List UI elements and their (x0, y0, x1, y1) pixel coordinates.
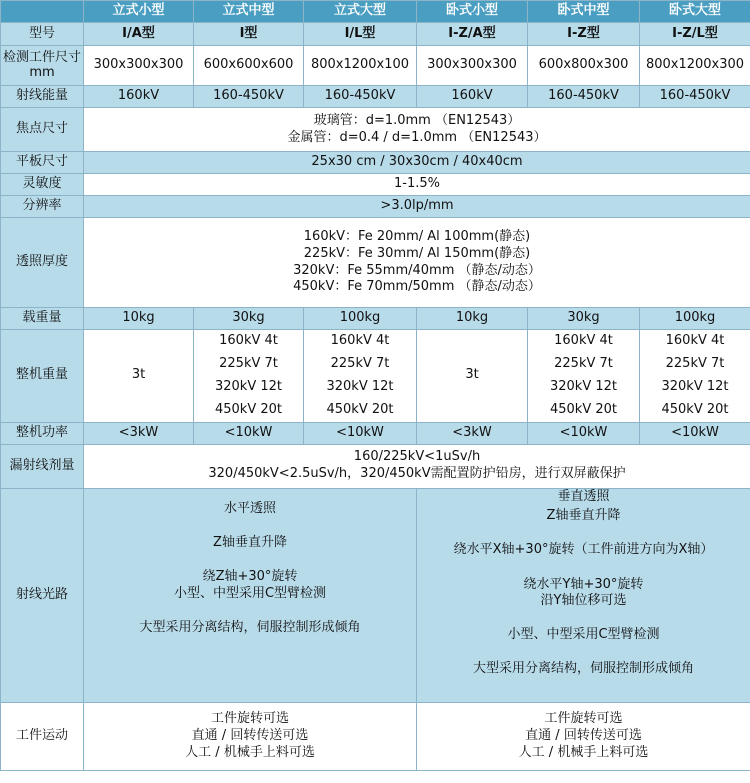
motion-line: 人工 / 机械手上料可选 (518, 744, 649, 760)
row-label: 整机重量 (1, 330, 84, 423)
weight-line: 450kV 20t (214, 401, 282, 417)
cell: 100kg (640, 308, 750, 330)
row-label: 载重量 (1, 308, 84, 330)
row-load (1, 308, 750, 330)
ray-path-line: 垂直透照 (557, 488, 610, 504)
motion-line: 直通 / 回转传送可选 (525, 727, 642, 743)
motion-right (417, 702, 750, 770)
leakage-line: 320/450kV<2.5uSv/h，320/450kV需配置防护铅房，进行双屏蔽保护 (208, 466, 626, 482)
motion-line: 直通 / 回转传送可选 (191, 727, 309, 743)
row-label: 灵敏度 (1, 174, 84, 196)
row-label: 型号 (1, 23, 84, 46)
focal-size-cell (84, 108, 750, 152)
weight-list-cell (194, 330, 304, 423)
cell: 300x300x300 (417, 46, 528, 86)
cell: 25x30 cm / 30x30cm / 40x40cm (84, 152, 750, 174)
weight-list-cell (304, 330, 417, 423)
row-focal-size (1, 108, 750, 152)
ray-path-line: 绕水平X轴+30°旋转（工件前进方向为X轴） (453, 542, 714, 558)
header-col-1: 立式小型 (84, 1, 194, 23)
cell: 160-450kV (528, 86, 640, 108)
header-col-2: 立式中型 (194, 1, 304, 23)
row-label: 透照厚度 (1, 218, 84, 308)
penetration-line: 160kV：Fe 20mm/ Al 100mm(静态) (303, 228, 531, 244)
weight-line: 320kV 12t (549, 378, 617, 394)
cell: 10kg (417, 308, 528, 330)
ray-path-right (417, 488, 750, 702)
penetration-line: 450kV：Fe 70mm/50mm （静态/动态） (293, 279, 541, 295)
leakage-cell (84, 444, 750, 488)
cell: 160-450kV (304, 86, 417, 108)
row-label: 漏射线剂量 (1, 444, 84, 488)
header-col-5: 卧式中型 (528, 1, 640, 23)
ray-path-line: Z轴垂直升降 (546, 508, 621, 523)
row-panel-size (1, 152, 750, 174)
cell: 160-450kV (194, 86, 304, 108)
weight-line: 225kV 7t (330, 355, 390, 371)
ray-path-line: 水平透照 (223, 500, 276, 516)
row-power (1, 422, 750, 444)
ray-path-line: 大型采用分离结构，伺服控制形成倾角 (472, 661, 694, 677)
weight-line: 450kV 20t (661, 401, 729, 417)
ray-path-left (84, 488, 417, 702)
leakage-line: 160/225kV<1uSv/h (353, 449, 481, 465)
cell: 3t (84, 330, 194, 423)
row-ray-energy (1, 86, 750, 108)
weight-line: 225kV 7t (665, 355, 725, 371)
cell: I-Z型 (528, 23, 640, 46)
row-workpiece-size (1, 46, 750, 86)
ray-path-line: 绕Z轴+30°旋转 (202, 569, 298, 585)
row-label: 射线能量 (1, 86, 84, 108)
cell: I型 (194, 23, 304, 46)
penetration-cell (84, 218, 750, 308)
header-corner (1, 1, 84, 23)
cell: <3kW (417, 422, 528, 444)
cell: I/A型 (84, 23, 194, 46)
cell: <3kW (84, 422, 194, 444)
ray-path-line: 小型、中型采用C型臂检测 (173, 585, 327, 601)
weight-line: 320kV 12t (326, 378, 394, 394)
row-penetration (1, 218, 750, 308)
motion-line: 人工 / 机械手上料可选 (185, 744, 315, 760)
cell: I/L型 (304, 23, 417, 46)
cell: 800x1200x300 (640, 46, 750, 86)
row-label: 射线光路 (1, 488, 84, 702)
row-sensitivity (1, 174, 750, 196)
motion-line: 工件旋转可选 (210, 710, 289, 726)
row-label: 检测工件尺寸mm (1, 46, 84, 86)
cell: <10kW (528, 422, 640, 444)
cell: 10kg (84, 308, 194, 330)
ray-path-line: 绕水平Y轴+30°旋转 (523, 576, 644, 592)
weight-line: 160kV 4t (330, 333, 390, 348)
weight-line: 160kV 4t (665, 333, 725, 348)
cell: 600x600x600 (194, 46, 304, 86)
focal-line: 金属管：d=0.4 / d=1.0mm （EN12543） (287, 129, 547, 145)
weight-line: 450kV 20t (326, 401, 394, 417)
cell: >3.0lp/mm (84, 196, 750, 218)
penetration-line: 320kV：Fe 55mm/40mm （静态/动态） (293, 262, 541, 278)
cell: 160kV (417, 86, 528, 108)
cell: I-Z/L型 (640, 23, 750, 46)
cell: 100kg (304, 308, 417, 330)
ray-path-line: Z轴垂直升降 (213, 535, 287, 550)
row-label: 工件运动 (1, 702, 84, 770)
row-label: 整机功率 (1, 422, 84, 444)
row-label: 平板尺寸 (1, 152, 84, 174)
header-col-4: 卧式小型 (417, 1, 528, 23)
row-leakage (1, 444, 750, 488)
ray-path-line: 小型、中型采用C型臂检测 (507, 627, 660, 642)
cell: 3t (417, 330, 528, 423)
motion-line: 工件旋转可选 (544, 710, 623, 726)
focal-line: 玻璃管：d=1.0mm （EN12543） (313, 112, 521, 128)
cell: 1-1.5% (84, 174, 750, 196)
weight-line: 160kV 4t (219, 333, 278, 348)
weight-line: 320kV 12t (661, 378, 729, 394)
cell: 30kg (528, 308, 640, 330)
cell: 800x1200x100 (304, 46, 417, 86)
cell: 300x300x300 (84, 46, 194, 86)
row-resolution (1, 196, 750, 218)
row-label: 焦点尺寸 (1, 108, 84, 152)
weight-line: 450kV 20t (549, 401, 617, 417)
weight-list-cell (640, 330, 750, 423)
weight-line: 225kV 7t (554, 355, 613, 371)
cell: 160kV (84, 86, 194, 108)
weight-list-cell (528, 330, 640, 423)
cell: <10kW (304, 422, 417, 444)
weight-line: 160kV 4t (554, 333, 613, 348)
row-machine-weight (1, 330, 750, 423)
row-label: 分辨率 (1, 196, 84, 218)
motion-left (84, 702, 417, 770)
cell: 160-450kV (640, 86, 750, 108)
cell: <10kW (640, 422, 750, 444)
header-col-6: 卧式大型 (640, 1, 750, 23)
row-model (1, 23, 750, 46)
row-workpiece-motion (1, 702, 750, 770)
cell: 600x800x300 (528, 46, 640, 86)
penetration-line: 225kV：Fe 30mm/ Al 150mm(静态) (303, 245, 531, 261)
cell: I-Z/A型 (417, 23, 528, 46)
ray-path-line: 大型采用分离结构，伺服控制形成倾角 (139, 619, 361, 635)
weight-line: 320kV 12t (214, 378, 282, 394)
weight-line: 225kV 7t (219, 355, 278, 371)
ray-path-line: 沿Y轴位移可选 (540, 592, 627, 608)
cell: 30kg (194, 308, 304, 330)
cell: <10kW (194, 422, 304, 444)
header-col-3: 立式大型 (304, 1, 417, 23)
row-ray-path (1, 488, 750, 702)
